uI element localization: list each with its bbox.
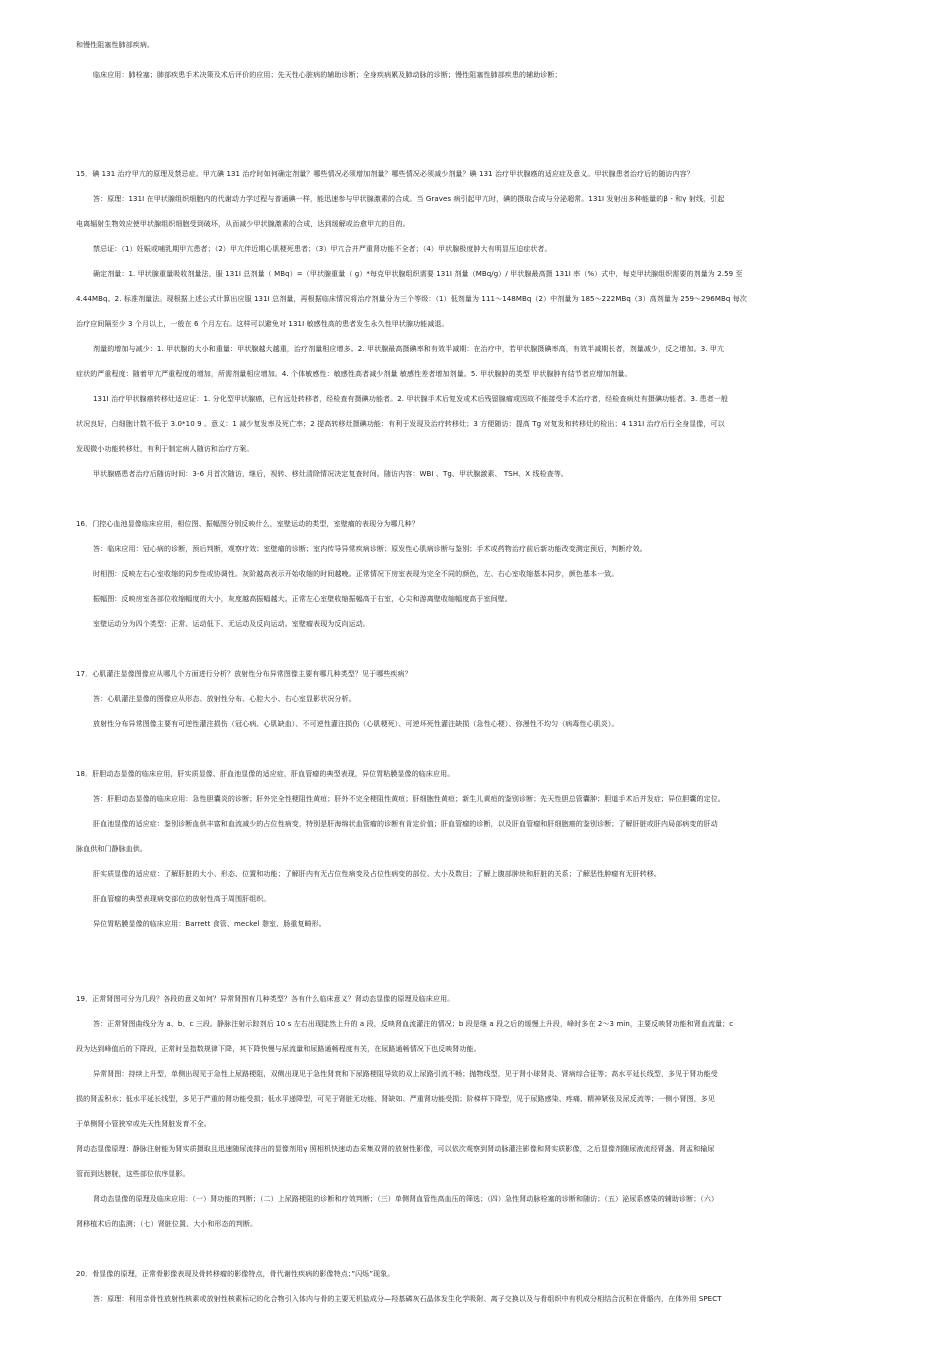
- question-17-heading: 17．心肌灌注显像图像应从哪几个方面进行分析？放射性分布异常图像主要有哪几种类型？见于哪些疾病？: [76, 670, 412, 678]
- text-line: 脉血供和门静脉血供。: [76, 845, 147, 853]
- text-line: 答：临床应用：冠心病的诊断，预后判断，观察疗效；室壁瘤的诊断；室内传导异常疾病诊断；原发性心肌病诊断与鉴别；手术或药物治疗前后新功能改变测定预后，判断疗效。: [93, 545, 647, 553]
- text-line: 临床应用：肺栓塞；肺部疾患手术决策及术后评价的应用；先天性心脏病的辅助诊断；全身疾病累及肺动脉的诊断；慢性阻塞性肺部疾患的辅助诊断；: [93, 71, 562, 79]
- text-line: 肝血管瘤的典型表现病变部位的放射性高于周围肝组织。: [93, 895, 271, 903]
- text-line: 答：肝胆动态显像的临床应用：急性胆囊炎的诊断；肝外完全性梗阻性黄疸；肝外不完全梗阻性黄疸；肝细胞性黄疸；新生儿黄疸的鉴别诊断；先天性胆总管囊肿；胆道手术后并发症；异位胆囊的定位。: [93, 795, 725, 803]
- text-line: 甲状腺癌患者治疗后随访时间：3-6 月首次随访，继后，视转、移灶清除情况决定复查时间。随访内容：WBI 、Tg、甲状腺激素、 TSH、X 线检查等。: [93, 470, 569, 478]
- text-line: 确定剂量：1. 甲状腺重量吸收剂量法，服 131I 总剂量（ MBq）=（甲状腺重量（ g）*每克甲状腺组织需要 131I 剂量（MBq/g）/ 甲状腺最高摄 131I 率（%）式中，每克甲状腺组织需要的剂量为 2.59 至: [93, 270, 743, 278]
- text-line: 于单侧肾小管狭窄或先天性肾脏发育不全。: [76, 1120, 211, 1128]
- text-line: 答：原理：131I 在甲状腺组织细胞内的代谢动力学过程与普通碘一样，能迅速参与甲状腺激素的合成。当 Graves 病引起甲亢时，碘的摄取合成与分泌超常。131I 发射出多种能量的β - 和γ 射线，引起: [93, 195, 725, 203]
- text-line: 和慢性阻塞性肺部疾病。: [76, 41, 155, 49]
- text-line: 肝实质显像的适应症：了解肝脏的大小、形态、位置和功能；了解肝内有无占位性病变及占位性病变的部位、大小及数目；了解上腹部肿块和肝脏的关系；了解恶性肿瘤有无肝转移。: [93, 870, 661, 878]
- text-line: 时相图：反映左右心室收缩的同步性或协调性。灰阶越高表示开始收缩的时间越晚。正常情况下房室表现为完全不同的颜色，左、右心室收缩基本同步，颜色基本一致。: [93, 570, 619, 578]
- text-line: 管而到达膀胱，这些部位依序显影。: [76, 1170, 190, 1178]
- text-line: 禁忌证：（1）妊娠或哺乳期甲亢患者；（2）甲亢伴近期心肌梗死患者；（3）甲亢合并严重肾功能不全者；（4）甲状腺极度肿大有明显压迫症状者。: [93, 245, 552, 253]
- text-line: 段为达到峰值后的下降段，正常时呈指数规律下降，其下降快慢与尿流量和尿路通畅程度有关，在尿路通畅情况下也反映肾功能。: [76, 1045, 481, 1053]
- text-line: 异位胃粘膜显像的临床应用：Barrett 食管、meckel 憩室、肠重复畸形。: [93, 920, 326, 928]
- text-line: 损的肾盂积水；低水平延长线型，多见于严重的肾功能受损；低水平递降型，可见于肾脏无功能、肾缺如、严重肾功能受损；阶梯样下降型，见于尿路感染、疼痛、精神紧张及尿反流等；一侧小肾图，多见: [76, 1095, 715, 1103]
- text-line: 答：心肌灌注显像的图像应从形态、放射性分布、心腔大小、右心室显影状况分析。: [93, 695, 356, 703]
- text-line: 治疗应间隔至少 3 个月以上，一般在 6 个月左右。这样可以避免对 131I 敏感性高的患者发生永久性甲状腺功能减退。: [76, 320, 449, 328]
- text-line: 症状的严重程度：随着甲亢严重程度的增加，所需剂量相应增加。4. 个体敏感性：敏感性高者减少剂量 敏感性差者增加剂量。5. 甲状腺肿的类型 甲状腺肿有结节者应增加剂量。: [76, 370, 632, 378]
- text-line: 放射性分布异常图像主要有可逆性灌注损伤（冠心病、心肌缺血）、不可逆性灌注损伤（心肌梗死）、可逆坏死性灌注缺损（急性心梗）、弥漫性不均匀（病毒性心肌炎）。: [93, 720, 619, 728]
- text-line: 肾动态显像的原理及临床应用：（一）肾功能的判断；（二）上尿路梗阻的诊断和疗效判断；（三）单侧肾血管性高血压的筛选；（四）急性肾动脉栓塞的诊断和随访；（五）泌尿系感染的辅助诊断；（六）: [93, 1195, 719, 1203]
- question-18-heading: 18．肝胆动态显像的临床应用，肝实质显像、肝血池显像的适应症，肝血管瘤的典型表现，异位胃粘膜显像的临床应用。: [76, 770, 455, 778]
- text-line: 4.44MBq。2. 标准剂量法。现根据上述公式计算出应服 131I 总剂量，再根据临床情况将治疗剂量分为三个等级：（1）低剂量为 111～148MBq（2）中剂量为 185～222MBq（3）高剂量为 259～296MBq 每次: [76, 295, 747, 303]
- text-line: 电离辐射生物效应使甲状腺组织细胞受到破坏，从而减少甲状腺激素的合成，达到缓解或治愈甲亢的目的。: [76, 220, 410, 228]
- text-line: 答：正常肾图曲线分为 a、b、c 三段。静脉注射示踪剂后 10 s 左右出现陡然上升的 a 段，反映肾血流灌注的情况；b 段是继 a 段之后的缓慢上升段，峰时多在 2～3 min，主要反映肾功能和肾血流量；c: [93, 1020, 734, 1028]
- text-line: 答：原理：利用亲骨性放射性核素或放射性核素标记的化合物引入体内与骨的主要无机盐成分—羟基磷灰石晶体发生化学吸附、离子交换以及与骨组织中有机成分相结合沉积在骨骼内，在体外用 SPECT: [93, 1295, 722, 1303]
- question-16-heading: 16．门控心血池显像临床应用，相位图、振幅图分别反映什么，室壁运动的类型，室壁瘤的表现分为哪几种？: [76, 520, 419, 528]
- text-line: 肝血池显像的适应症：鉴别诊断血供丰富和血流减少的占位性病变，特别是肝海绵状血管瘤的诊断有肯定价值；肝血管瘤的诊断，以及肝血管瘤和肝细胞癌的鉴别诊断；了解肝脏或肝内局部病变的肝动: [93, 820, 718, 828]
- text-line: 肾动态显像原理：静脉注射能为肾实质摄取且迅速随尿流排出的显像剂用γ 照相机快速动态采集双肾的放射性影像，可以依次观察到肾动脉灌注影像和肾实质影像，之后显像剂随尿液流经肾盏、肾盂和输尿: [76, 1145, 715, 1153]
- text-line: 肾移植术后的监测；（七）肾脏位置、大小和形态的判断。: [76, 1220, 258, 1228]
- text-line: 131I 治疗甲状腺癌转移灶适应证：1. 分化型甲状腺癌，已有远处转移者，经检查有摄碘功能者。2. 甲状腺手术后复发或术后残留腺瘤或因故不能接受手术治疗者，经检查病灶有摄碘功能者。3. 患者一般: [93, 395, 729, 403]
- text-line: 状况良好，白细胞计数不低于 3.0*10 9 。意义：1 减少复发率及死亡率；2 提高转移灶摄碘功能：有利于发现及治疗转移灶；3 方便随访：提高 Tg 对复发和转移灶的检出；4 131I 治疗后行全身显像，可以: [76, 420, 725, 428]
- text-line: 异常肾图：持续上升型，单侧出现见于急性上尿路梗阻，双侧出现见于急性肾衰和下尿路梗阻导致的双上尿路引流不畅；抛物线型，见于肾小球肾炎、肾病综合征等；高水平延长线型，多见于肾功能受: [93, 1070, 718, 1078]
- text-line: 剂量的增加与减少：1. 甲状腺的大小和重量：甲状腺越大越重，治疗剂量相应增多。2. 甲状腺最高摄碘率和有效半减期：在治疗中，若甲状腺摄碘率高，有效半减期长者，剂量减少，反之增加。3. 甲亢: [93, 345, 725, 353]
- question-15-heading: 15．碘 131 治疗甲亢的原理及禁忌症。甲亢碘 131 治疗时如何确定剂量？哪些情况必须增加剂量？哪些情况必须减少剂量？碘 131 治疗甲状腺癌的适应症及意义。甲状腺患者治疗后的随访内容？: [76, 170, 694, 178]
- text-line: 室壁运动分为四个类型：正常、运动低下、无运动及反向运动。室壁瘤表现为反向运动。: [93, 620, 370, 628]
- question-20-heading: 20．骨显像的原理，正常骨影像表现及骨转移瘤的影像特点，骨代谢性疾病的影像特点；”闪烁”现象。: [76, 1270, 395, 1278]
- text-line: 振幅图：反映房室各部位收缩幅度的大小，灰度越高振幅越大。正常左心室壁收缩振幅高于右室，心尖和游离壁收缩幅度高于室间壁。: [93, 595, 512, 603]
- text-line: 发现微小功能转移灶，有利于制定病人随访和治疗方案。: [76, 445, 254, 453]
- question-19-heading: 19．正常肾图可分为几段？各段的意义如何？异常肾图有几种类型？各有什么临床意义？肾动态显像的原理及临床应用。: [76, 995, 455, 1003]
